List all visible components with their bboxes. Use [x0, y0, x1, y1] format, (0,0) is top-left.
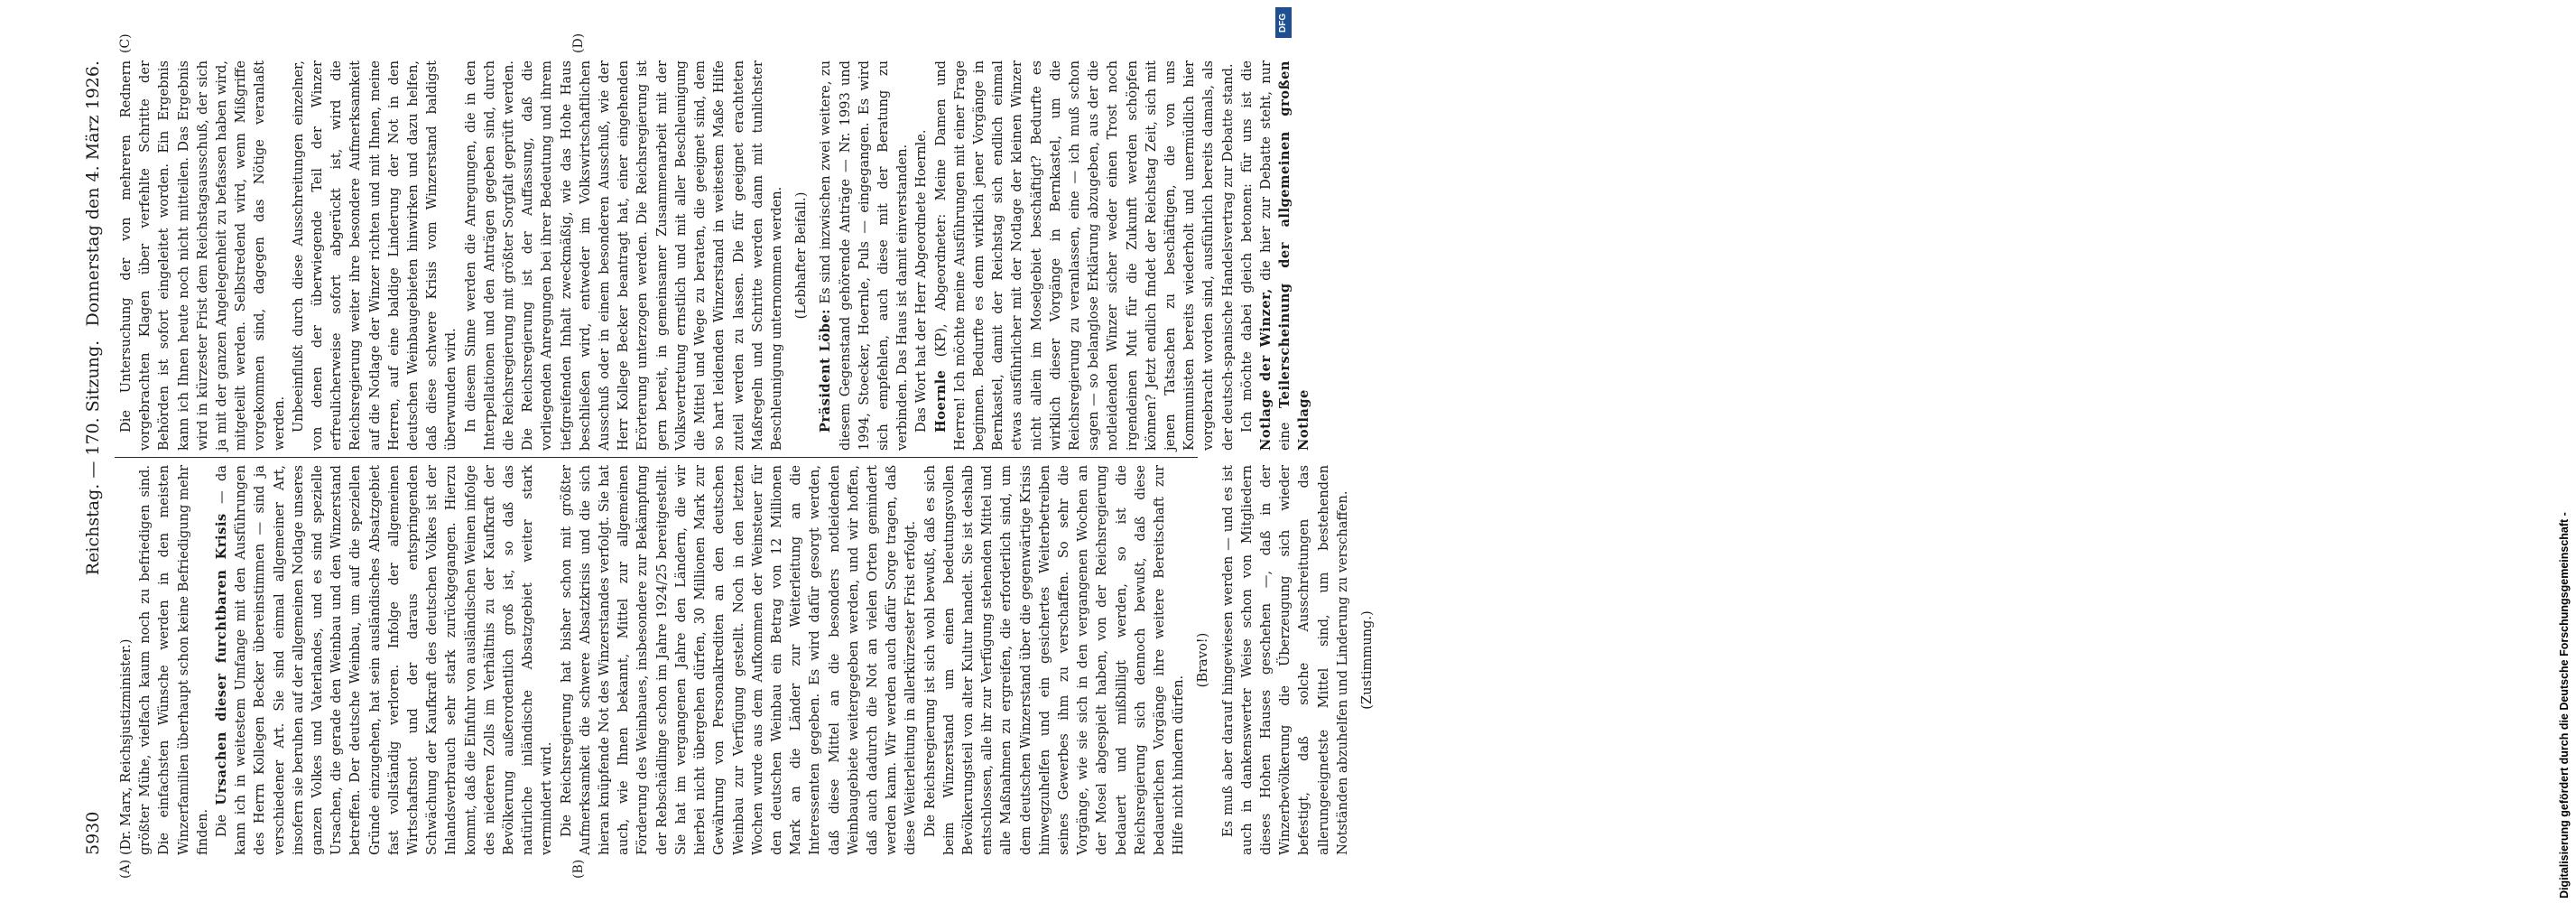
emphasis: Notlage der Winzer, [1257, 288, 1274, 451]
digitization-credit-text: Digitalisierung gefördert durch die Deutsche Forschungsgemeinschaft - [2558, 512, 2571, 898]
page-number: 5930 [83, 811, 103, 855]
interjection-beifall: (Lebhafter Beifall.) [793, 191, 810, 320]
paragraph: Die Reichsregierung ist sich wohl bewußt, daß es sich beim Winzerstand um einen bedeutungsvollen Bevölkerungsteil von alter Kultur handelt. Sie ist deshalb entschlossen, alle ihr zur Verfügung stehenden Mittel und alle Maßnahmen zu ergreifen, die erforderlich sind, um dem deutschen Winzerstand über die gegenwärtige Krisis hinwegzuhelfen und ein gesichertes Weiterbetreiben seines Gewerbes ihm zu verschaffen. So sehr die Vorgänge, wie sie sich in den vergangenen Wochen an der Mosel abgespielt haben, von der Reichsregierung bedauert und mißbilligt werden, so ist die Reichsregierung sich dennoch bewußt, daß diese bedauerlichen Vorgänge ihre weitere Bereitschaft zur Hilfe nicht hindern dürfen. [922, 465, 1187, 855]
speaker-name: Hoernle [932, 369, 949, 433]
right-column [116, 61, 1314, 451]
left-column [116, 465, 1382, 855]
rotated-document-page [79, 33, 1375, 879]
paragraph [212, 465, 557, 855]
margin-marker-c: (C) [118, 33, 133, 53]
paragraph: Es muß aber darauf hingewiesen werden — und es ist auch in dankenswerter Weise schon von Mitgliedern dieses Hohen Hauses geschehen —, daß in der Winzerbevölkerung die Überzeugung sich wieder befestigt, daß solche Ausschreitungen das allerungeeignetste Mittel sind, um bestehenden Notständen abzuhelfen und Linderung zu verschaffen. [1219, 465, 1350, 855]
session-date: Donnerstag den 4. März 1926. [83, 61, 103, 327]
margin-marker-d: (D) [571, 33, 586, 53]
paragraph: Unbeeinflußt durch diese Ausschreitungen einzelner, von denen der überwiegende Teil der Winzer erfreulicherweise sofort abgerückt ist, wird die Reichsregierung weiter ihre besondere Aufmerksamkeit auf die Notlage der Winzer richten und mit Ihnen, meine Herren, auf eine baldige Linderung der Not in den deutschen Weinbaugebieten hinwirken und dazu helfen, daß diese schwere Krisis vom Winzerstand baldigst überwunden wird. [290, 61, 459, 451]
emphasis: Ursachen dieser furchtbaren Krisis [214, 513, 230, 805]
margin-marker-b: (B) [571, 859, 586, 879]
text: die hier zur Debatte steht, nur eine [1257, 60, 1293, 451]
paragraph: Die Untersuchung der von mehreren Rednern vorgebrachten Klagen über verfehlte Schritte der Behörden ist sofort eingeleitet worden. Ein Ergebnis kann ich Ihnen heute noch nicht mitteilen. Das Ergebnis wird in kürzester Frist dem Reichstagsausschuß, der sich ja mit der ganzen Angelegenheit zu befassen haben wird, mitgeteilt werden. Selbstredend wird, wenn Mißgriffe vorgekommen sind, dagegen das Nötige veranlaßt werden. [118, 61, 287, 451]
session-title: Reichstag. — 170. Sitzung. [83, 340, 103, 576]
emphasis: Teilerscheinung der allgemeinen großen Notlage [1277, 61, 1312, 451]
column-divider [115, 457, 1198, 458]
text: Ich möchte dabei gleich betonen: für uns ist die [1238, 61, 1255, 433]
paragraph [816, 61, 912, 451]
speaker-name: Präsident Löbe: [818, 308, 834, 433]
dfg-logo-text: DFG [1278, 13, 1288, 33]
text: (KP), Abgeordneter: Meine Damen und Herren! Ich möchte meine Ausführungen mit einer Frage beginnen. Bedurfte es denn wirklich jener Vorgänge in Bernkastel, damit der Reichstag sich endlich einmal etwas ausführlicher mit der Notlage der kleinen Winzer nicht allein im Moselgebiet beschäftigt? Bedurfte es wirklich dieser Vorgänge in Bernkastel, um die Reichsregierung zu veranlassen, eine — ich muß schon sagen — so belanglose Erklärung abzugeben, aus der die notleidenden Winzer sicher weder einen Trost noch irgendeinen Mut für die Zukunft werden schöpfen können? Jetzt endlich findet der Reichstag Zeit, sich mit jenen Tatsachen zu beschäftigen, die von uns Kommunisten bereits wiederholt und unermüdlich hier vorgebracht worden sind, ausführlich bereits damals, als der deutsch-spanische Handelsvertrag zur Debatte stand. [932, 61, 1236, 451]
text: Es sind inzwischen zwei weitere, zu diesem Gegenstand gehörende Anträge — Nr. 1993 und 1994, Stoecker, Hoernle, Puls — eingegangen. Es wird sich empfehlen, auch diese mit der Beratung zu verbinden. Das Haus ist damit einverstanden. [818, 60, 911, 451]
paragraph: größter Mühe, vielfach kaum noch zu befriedigen sind. Die einfachsten Wünsche werden in den meisten Winzerfamilien überhaupt schon keine Befriedigung mehr finden. [137, 465, 210, 855]
speaker-line: (Dr. Marx, Reichsjustizminister.) [118, 638, 134, 855]
text: — da kann ich in weitestem Umfange mit den Ausführungen des Herrn Kollegen Becker übereinstimmen — sind ja verschiedener Art. Sie sind einmal allgemeiner Art, insofern sie beruhen auf der allgemeinen Notlage unseres ganzen Volkes und Vaterlandes, und es sind spezielle Ursachen, die gerade den Weinbau und den Winzerstand betreffen. Der deutsche Weinbau, um auf die speziellen Gründe einzugehen, hat sein ausländisches Absatzgebiet fast vollständig verloren. Infolge der allgemeinen Wirtschaftsnot und der daraus entspringenden Schwächung der Kaufkraft des deutschen Volkes ist der Inlandsverbrauch sehr stark zurückgegangen. Hierzu kommt, daß die Einfuhr von ausländischen Weinen infolge des niederen Zolls im Verhältnis zu der Kaufkraft der Bevölkerung außerordentlich groß ist, so daß das natürliche inländische Absatzgebiet weiter stark vermindert wird. [214, 464, 555, 855]
paragraph [931, 61, 1237, 451]
paragraph: Das Wort hat der Herr Abgeordnete Hoernle. [913, 129, 930, 433]
interjection-zustimmung: (Zustimmung.) [1359, 610, 1375, 710]
paragraph: Die Reichsregierung hat bisher schon mit größter Aufmerksamkeit die schwere Absatzkrisis und die sich hieran knüpfende Not des Winzerstandes verfolgt. Sie hat auch, wie Ihnen bekannt, Mittel zur allgemeinen Förderung des Weinbaues, insbesondere zur Bekämpfung der Rebschädlinge schon im Jahre 1924/25 bereitgestellt. Sie hat im vergangenen Jahre den Ländern, die wir hierbei nicht übergehen dürfen, 30 Millionen Mark zur Gewährung von Personalkrediten an den deutschen Weinbau zur Verfügung gestellt. Noch in den letzten Wochen wurde aus dem Aufkommen der Weinsteuer für den deutschen Weinbau ein Betrag von 12 Millionen Mark an die Länder zur Weiterleitung an die Interessenten gegeben. Es wird dafür gesorgt werden, daß diese Mittel an die besonders notleidenden Weinbaugebiete weitergegeben werden, und wir hoffen, daß auch dadurch die Not an vielen Orten gemindert werden kann. Wir werden auch dafür Sorge tragen, daß diese Weiterleitung in allerkürzester Frist erfolgt. [558, 465, 919, 855]
margin-marker-a: (A) [118, 859, 133, 879]
page-header [79, 61, 107, 855]
interjection-bravo: (Bravo!) [1195, 632, 1211, 688]
text: Die [214, 814, 230, 837]
paragraph: In diesem Sinne werden die Anregungen, die in den Interpellationen und den Anträgen gegeben sind, durch die Reichsregierung mit größter Sorgfalt geprüft werden. Die Reichsregierung ist der Auffassung, daß die vorliegenden Anregungen bei ihrer Bedeutung und ihrem tiefgreifenden Inhalt zweckmäßig, wie das Hohe Haus beschließen wird, entweder im Volkswirtschaftlichen Ausschuß oder in einem besonderen Ausschuß, wie der Herr Kollege Becker beantragt hat, einer eingehenden Erörterung unterzogen werden. Die Reichsregierung ist gern bereit, in gemeinsamer Zusammenarbeit mit der Volksvertretung ernstlich und mit aller Beschleunigung die Mittel und Wege zu beraten, die geeignet sind, dem so hart leidenden Winzerstand in weitestem Maße Hilfe zuteil werden zu lassen. Die für geeignet erachteten Maßregeln und Schritte werden dann mit tunlichster Beschleunigung unternommen werden. [462, 61, 784, 451]
